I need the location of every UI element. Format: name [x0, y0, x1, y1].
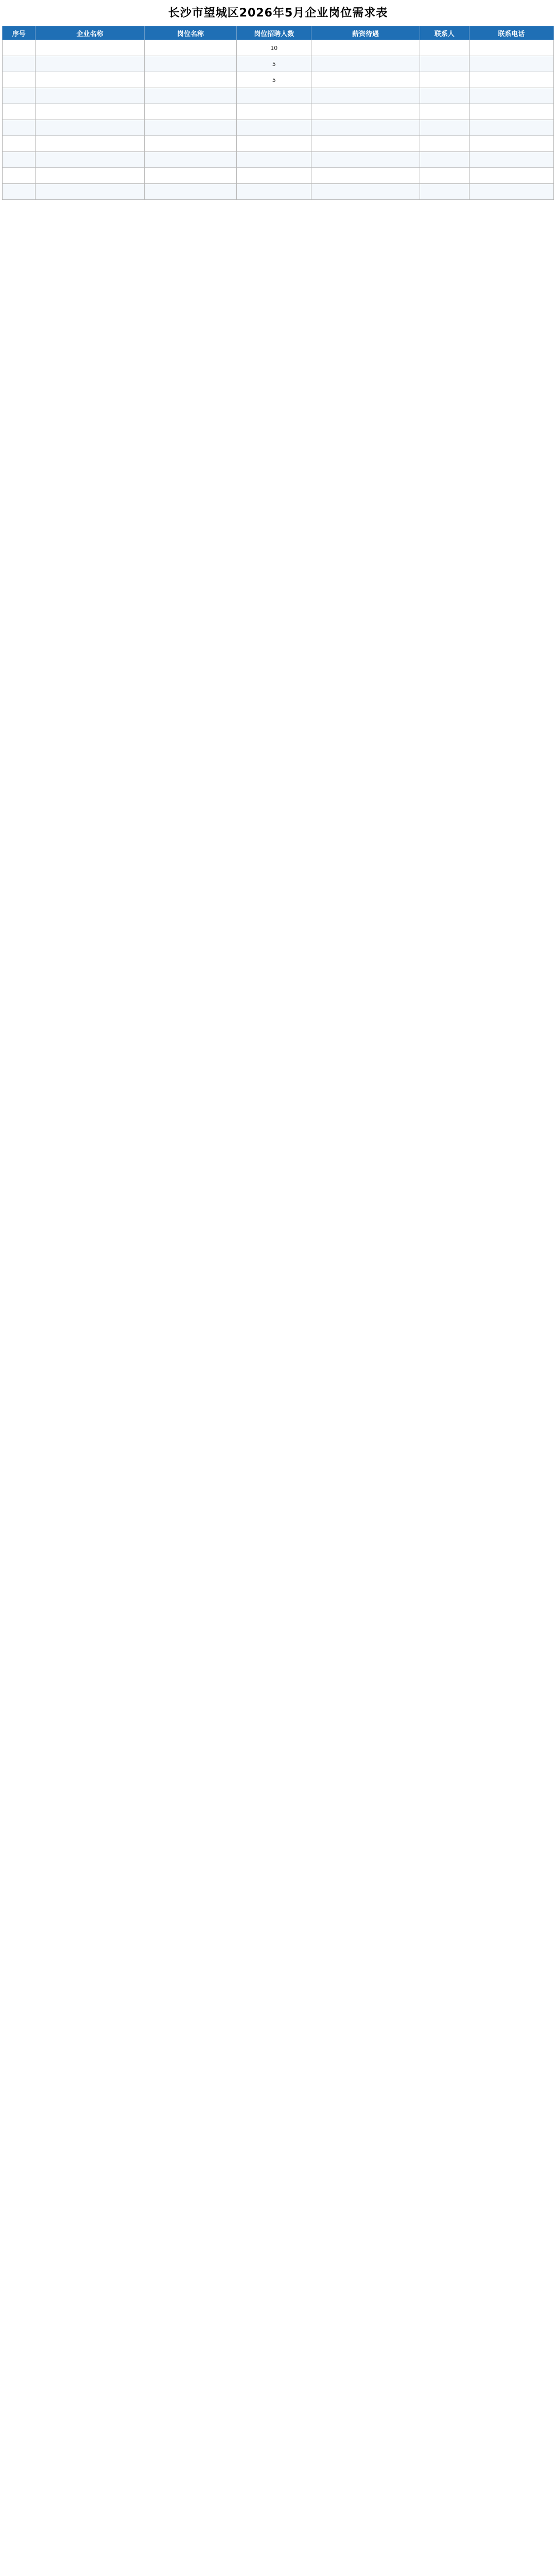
table-row	[3, 72, 554, 88]
cell-position	[144, 56, 237, 72]
cell-company	[36, 104, 144, 120]
header-position: 岗位名称	[144, 26, 237, 40]
cell-contact	[420, 104, 469, 120]
cell-contact	[420, 120, 469, 136]
cell-count	[237, 184, 311, 200]
table-row	[3, 168, 554, 184]
cell-position	[144, 136, 237, 152]
header-company: 企业名称	[36, 26, 144, 40]
cell-salary	[311, 184, 420, 200]
cell-phone	[469, 56, 553, 72]
cell-no	[3, 120, 36, 136]
cell-no	[3, 168, 36, 184]
cell-position	[144, 88, 237, 104]
cell-count: 5	[237, 72, 311, 88]
cell-phone	[469, 184, 553, 200]
cell-count	[237, 120, 311, 136]
cell-count	[237, 168, 311, 184]
cell-salary	[311, 152, 420, 168]
cell-phone	[469, 152, 553, 168]
cell-company	[36, 136, 144, 152]
table-row	[3, 40, 554, 56]
page-title: 长沙市望城区2026年5月企业岗位需求表	[168, 7, 388, 20]
cell-company	[36, 56, 144, 72]
cell-contact	[420, 152, 469, 168]
table-row	[3, 152, 554, 168]
cell-contact	[420, 72, 469, 88]
cell-contact	[420, 168, 469, 184]
table-row	[3, 88, 554, 104]
cell-salary	[311, 40, 420, 56]
cell-contact	[420, 40, 469, 56]
cell-position	[144, 152, 237, 168]
cell-phone	[469, 88, 553, 104]
cell-phone	[469, 72, 553, 88]
table-row	[3, 56, 554, 72]
cell-phone	[469, 168, 553, 184]
cell-no	[3, 136, 36, 152]
cell-company	[36, 168, 144, 184]
cell-phone	[469, 120, 553, 136]
cell-company	[36, 88, 144, 104]
cell-contact	[420, 184, 469, 200]
table-row	[3, 184, 554, 200]
cell-company	[36, 72, 144, 88]
cell-position	[144, 72, 237, 88]
cell-position	[144, 120, 237, 136]
cell-salary	[311, 104, 420, 120]
cell-company	[36, 184, 144, 200]
cell-salary	[311, 56, 420, 72]
cell-count	[237, 152, 311, 168]
cell-salary	[311, 136, 420, 152]
table-row	[3, 136, 554, 152]
cell-position	[144, 40, 237, 56]
cell-no	[3, 56, 36, 72]
cell-count	[237, 88, 311, 104]
cell-company	[36, 152, 144, 168]
cell-position	[144, 184, 237, 200]
cell-count	[237, 136, 311, 152]
cell-salary	[311, 72, 420, 88]
cell-phone	[469, 104, 553, 120]
cell-count: 5	[237, 56, 311, 72]
table-row	[3, 120, 554, 136]
cell-company	[36, 120, 144, 136]
cell-no	[3, 104, 36, 120]
cell-no	[3, 184, 36, 200]
cell-phone	[469, 40, 553, 56]
cell-no	[3, 72, 36, 88]
cell-position	[144, 104, 237, 120]
cell-phone	[469, 136, 553, 152]
header-no: 序号	[3, 26, 36, 40]
cell-contact	[420, 88, 469, 104]
cell-contact	[420, 136, 469, 152]
cell-no	[3, 40, 36, 56]
cell-salary	[311, 168, 420, 184]
job-demand-table	[2, 26, 554, 200]
cell-position	[144, 168, 237, 184]
cell-salary	[311, 88, 420, 104]
cell-no	[3, 152, 36, 168]
cell-no	[3, 88, 36, 104]
cell-company	[36, 40, 144, 56]
header-contact: 联系人	[420, 26, 469, 40]
header-count: 岗位招聘人数	[237, 26, 311, 40]
table-header-row	[3, 26, 554, 40]
cell-count: 10	[237, 40, 311, 56]
header-phone: 联系电话	[469, 26, 553, 40]
header-salary: 薪资待遇	[311, 26, 420, 40]
table-row	[3, 104, 554, 120]
cell-salary	[311, 120, 420, 136]
cell-count	[237, 104, 311, 120]
cell-contact	[420, 56, 469, 72]
